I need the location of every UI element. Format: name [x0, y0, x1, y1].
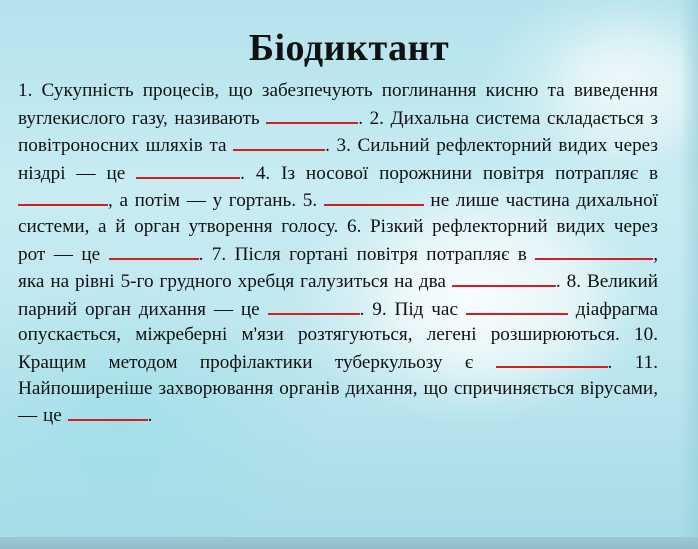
- text-segment: .: [147, 405, 153, 427]
- answer-blank[interactable]: [136, 159, 240, 179]
- text-segment: . 3. Сильний рефлекторний видих через ніздрі — це: [18, 135, 659, 184]
- answer-blank[interactable]: [109, 240, 199, 260]
- answer-blank[interactable]: [466, 295, 568, 315]
- answer-blank[interactable]: [324, 186, 424, 206]
- answer-blank[interactable]: [535, 240, 653, 260]
- text-segment: , яка на рівні 5-го грудного хребця галузиться на два: [18, 243, 658, 293]
- answer-blank[interactable]: [68, 401, 148, 421]
- text-segment: . 4. Із носової порожнини повітря потрапляє в: [240, 162, 659, 184]
- text-segment: . 11. Найпоширеніше захворювання органів дихання, що спричиняється вірусами,— це: [18, 351, 658, 427]
- answer-blank[interactable]: [496, 348, 608, 368]
- text-segment: . 7. Після гортані повітря потрапляє в: [198, 243, 536, 265]
- text-segment: , а потім — у гортань. 5.: [108, 190, 324, 212]
- text-segment: . 2. Дихальна система складається з повітроносних шляхів та: [18, 107, 658, 157]
- answer-blank[interactable]: [268, 295, 360, 315]
- answer-blank[interactable]: [452, 267, 556, 287]
- text-segment: . 8. Великий парний орган дихання — це: [18, 271, 658, 320]
- text-segment: . 9. Під час: [359, 298, 466, 320]
- slide-edge: [680, 0, 698, 549]
- answer-blank[interactable]: [18, 186, 108, 206]
- answer-blank[interactable]: [266, 104, 358, 124]
- dictation-text: [18, 78, 658, 429]
- text-segment: діафрагма опускається, міжреберні м'язи розтягуються, легені розширюються. 10. Кращим методом профілактики туберкульозу є: [18, 298, 659, 373]
- text-segment: 1. Сукупність процесів, що забезпечують поглинання кисню та виведення вуглекислого газу, називають: [18, 80, 658, 129]
- answer-blank[interactable]: [233, 131, 325, 151]
- page-title: Біодиктант: [248, 27, 450, 69]
- text-segment: не лише частина дихальної системи, а й орган утворення голосу. 6. Різкий рефлекторний видих через рот — це: [18, 190, 658, 265]
- bottom-bar: [0, 537, 698, 549]
